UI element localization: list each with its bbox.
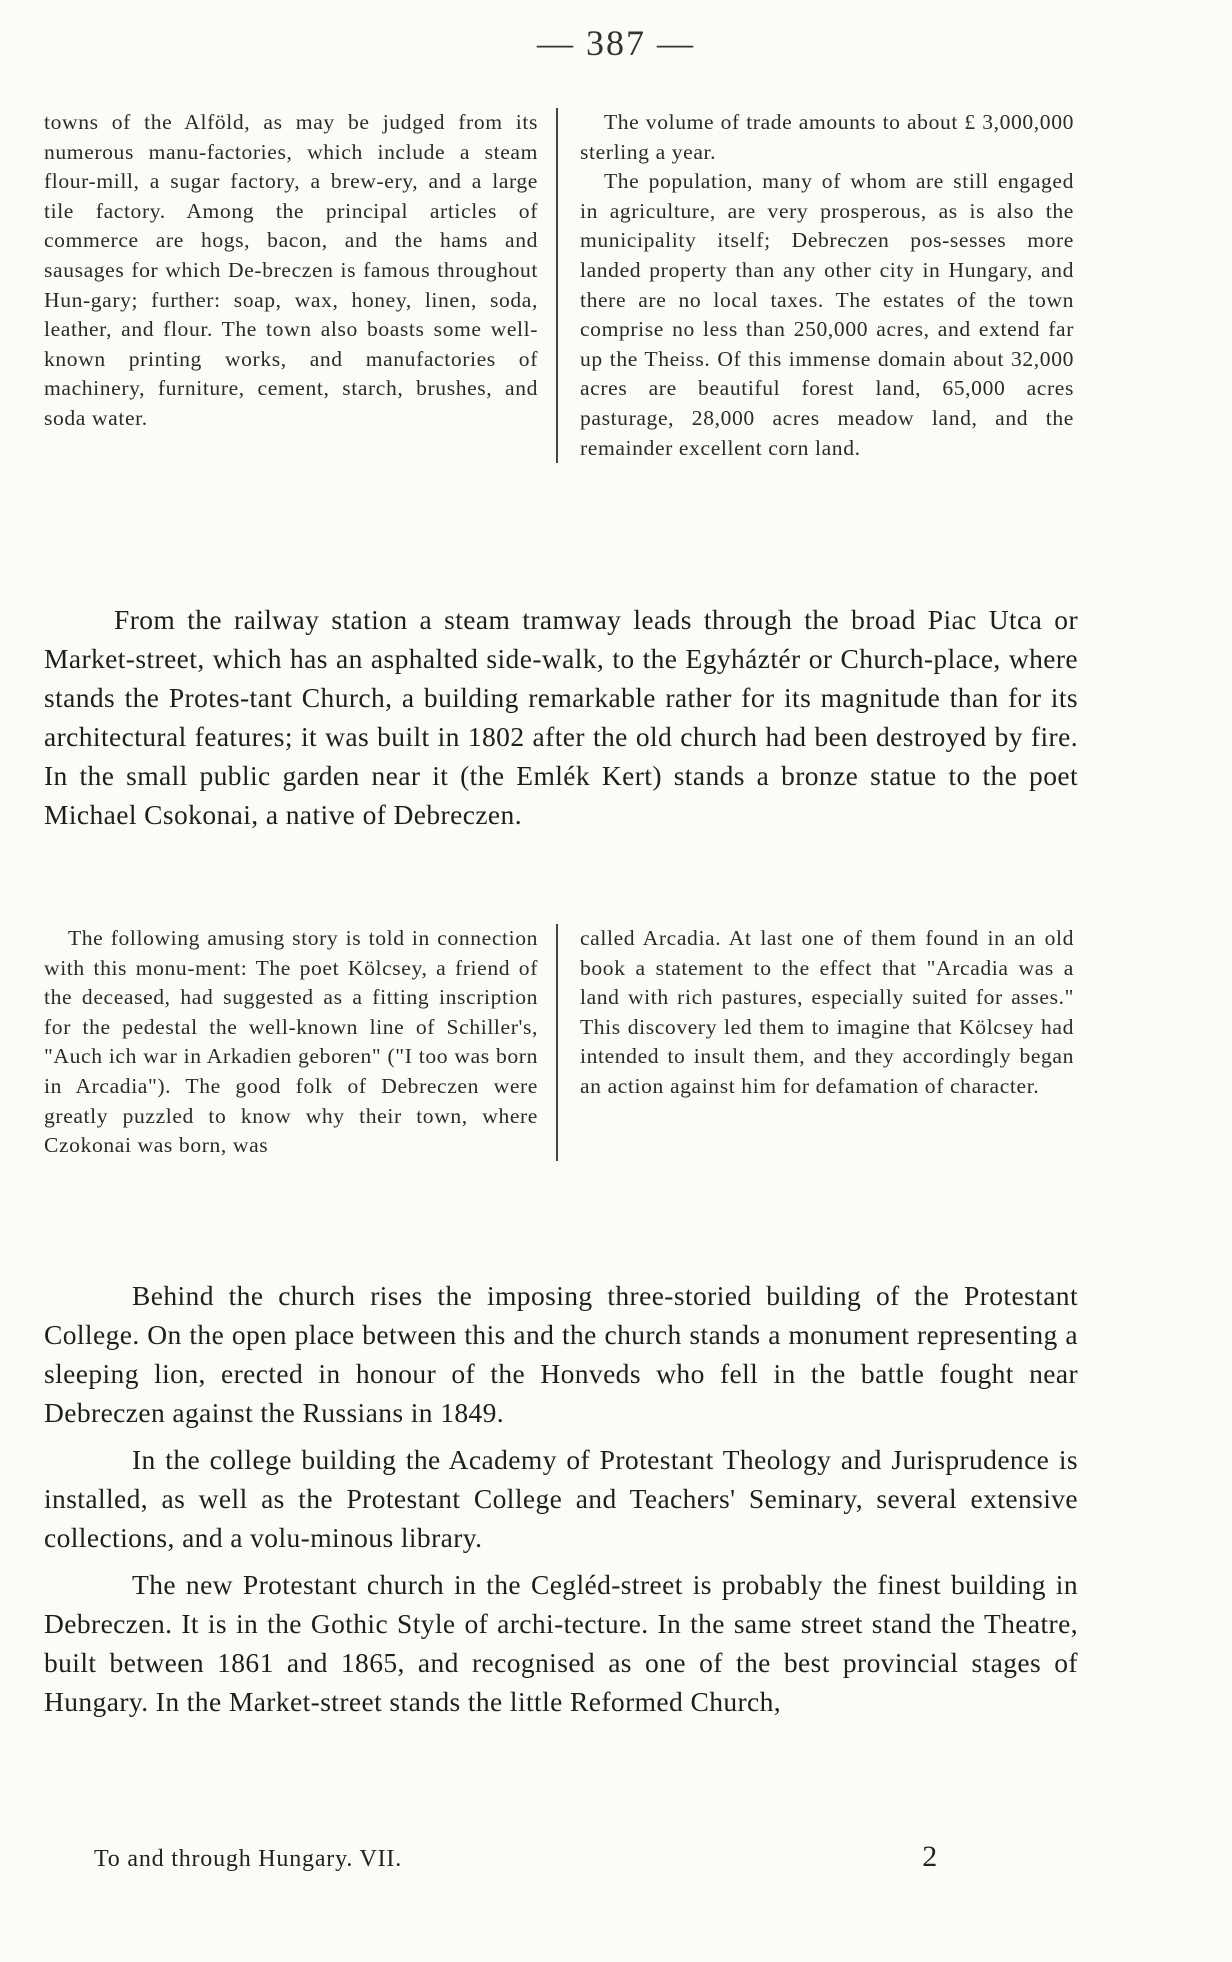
population-text: The population, many of whom are still engaged in agriculture, are very prosperous, as is also the municipality itself; Debreczen pos-sesses more landed property than any other city in Hungary, and there are no local taxes. The estates of the town comprise no less than 250,000 acres, and extend far up the Theiss. Of this immense domain about 32,000 acres are beautiful forest land, 65,000 acres pasturage, 28,000 acres meadow land, and the remainder excellent corn land. (580, 169, 1074, 460)
main-text-2 (44, 1276, 1078, 1729)
page-number: — 387 — (537, 23, 695, 63)
column-right-2 (558, 924, 1074, 1161)
story-right-text: called Arcadia. At last one of them found in an old book a statement to the effect that "Arcadia was a land with rich pastures, especially suited for asses." This discovery led them to imagine that Kölcsey had intended to insult them, and they accordingly began an action against him for defamation of character. (580, 926, 1074, 1098)
new-church-paragraph: The new Protestant church in the Cegléd-street is probably the finest building in Debreczen. It is in the Gothic Style of archi-tecture. In the same street stand the Theatre, built between 1861 and 1865, and recognised as one of the best provincial stages of Hungary. In the Market-street stands the little Reformed Church, (44, 1569, 1078, 1717)
college-paragraph: Behind the church rises the imposing three-storied building of the Protestant College. On the open place between this and the church stands a monument representing a sleeping lion, erected in honour of the Honveds who fell in the battle fought near Debreczen against the Russians in 1849. (44, 1280, 1078, 1428)
two-column-block-1 (44, 108, 1074, 463)
trade-volume-text: The volume of trade amounts to about £ 3,000,000 sterling a year. (580, 110, 1074, 164)
main-text-1 (44, 600, 1078, 842)
railway-paragraph: From the railway station a steam tramway leads through the broad Piac Utca or Market-street, which has an asphalted side-walk, to the Egyháztér or Church-place, where stands the Protes-tant Church, a building remarkable rather for its magnitude than for its architectural features; it was built in 1802 after the old church had been destroyed by fire. In the small public garden near it (the Emlék Kert) stands a bronze statue to the poet Michael Csokonai, a native of Debreczen. (44, 604, 1078, 830)
academy-paragraph: In the college building the Academy of Protestant Theology and Jurisprudence is installed, as well as the Protestant College and Teachers' Seminary, several extensive collections, and a volu-minous library. (44, 1444, 1078, 1553)
two-column-block-2 (44, 924, 1074, 1161)
page-footer (94, 1840, 954, 1874)
signature-mark: 2 (922, 1840, 938, 1873)
column-left-text: towns of the Alföld, as may be judged from its numerous manu-factories, which include a steam flour-mill, a sugar factory, a brew-ery, and a large tile factory. Among the principal articles of commerce are hogs, bacon, and the hams and sausages for which De-breczen is famous throughout Hun-gary; further: soap, wax, honey, linen, soda, leather, and flour. The town also boasts some well-known printing works, and manufactories of machinery, furniture, cement, starch, brushes, and soda water. (44, 110, 538, 430)
running-title: To and through Hungary. VII. (94, 1846, 402, 1872)
column-right (558, 108, 1074, 463)
story-left-text: The following amusing story is told in connection with this monu-ment: The poet Kölcsey, a friend of the deceased, had suggested as a fitting inscription for the pedestal the well-known line of Schiller's, "Auch ich war in Arkadien geboren" ("I too was born in Arcadia"). The good folk of Debreczen were greatly puzzled to know why their town, where Czokonai was born, was (44, 926, 538, 1158)
column-left-2 (44, 924, 556, 1161)
column-left (44, 108, 556, 463)
